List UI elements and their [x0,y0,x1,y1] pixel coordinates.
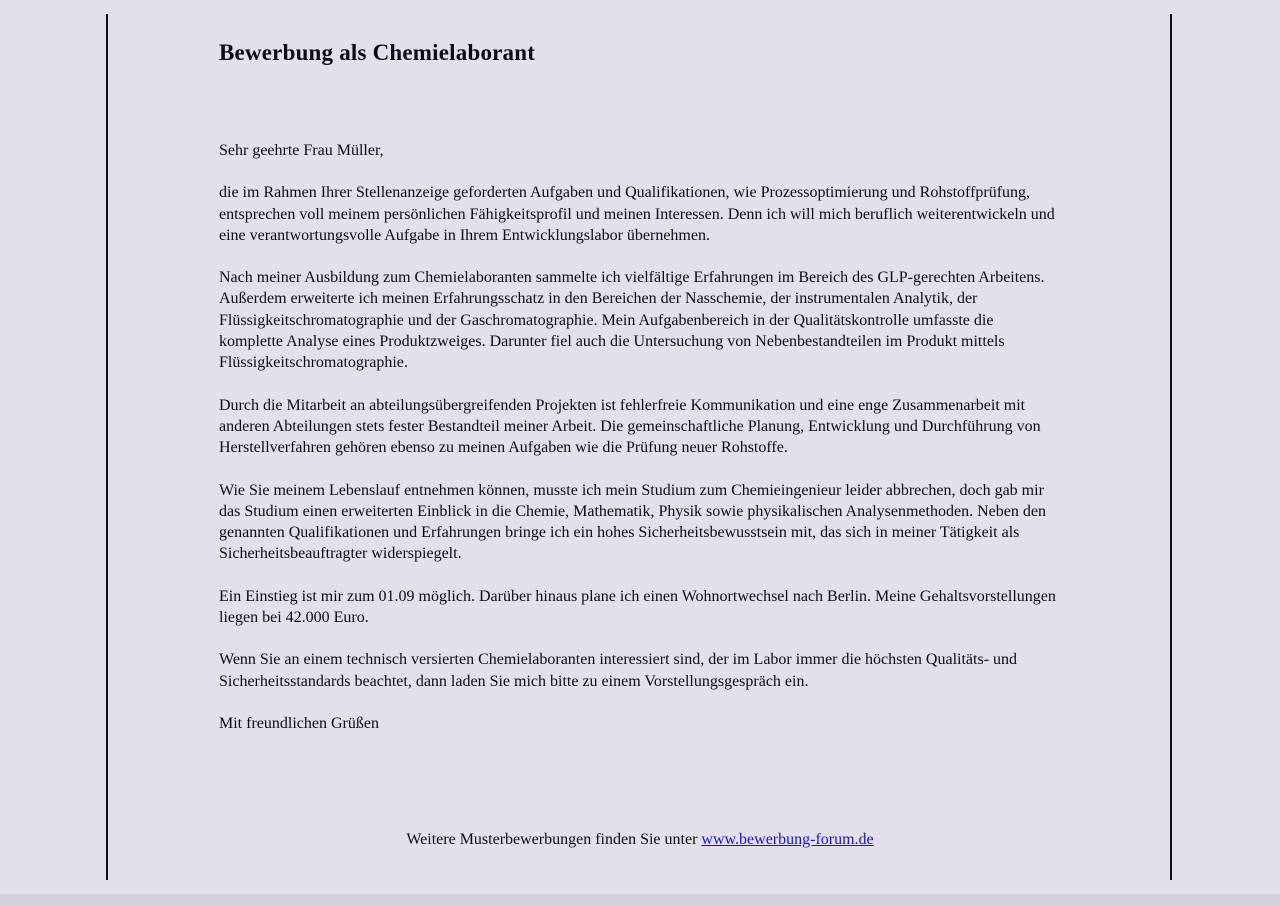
letter-content [219,40,1060,755]
letter-title: Bewerbung als Chemielaborant [219,40,536,65]
footer-text: Weitere Musterbewerbungen finden Sie unter [406,831,702,848]
paragraph-intro: die im Rahmen Ihrer Stellenanzeige geforderten Aufgaben und Qualifikationen, wie Prozessoptimierung und Rohstoffprüfung, entsprechen voll meinem persönlichen Fähigkeitsprofil und meinen Interessen. Denn ich will mich beruflich weiterentwickeln und eine verantwortungsvolle Aufgabe in Ihrem Entwicklungslabor übernehmen. [219,184,1055,244]
paragraph-experience: Nach meiner Ausbildung zum Chemielaboranten sammelte ich vielfältige Erfahrungen im Bereich des GLP-gerechten Arbeitens. Außerdem erweiterte ich meinen Erfahrungsschatz in den Bereichen der Nasschemie, der instrumentalen Analytik, der Flüssigkeitschromatographie und der Gaschromatographie. Mein Aufgabenbereich in der Qualitätskontrolle umfasste die komplette Analyse eines Produktzweiges. Darunter fiel auch die Untersuchung von Nebenbestandteilen im Produkt mittels Flüssigkeitschromatographie. [219,269,1045,372]
closing: Mit freundlichen Grüßen [219,714,379,732]
footer-note [0,831,1280,849]
footer-link[interactable]: www.bewerbung-forum.de [701,831,874,848]
left-border-line [106,14,108,880]
paragraph-start-date: Ein Einstieg ist mir zum 01.09 möglich. Darüber hinaus plane ich einen Wohnortwechsel nach Berlin. Meine Gehaltsvorstellungen liegen bei 42.000 Euro. [219,587,1056,627]
salutation: Sehr geehrte Frau Müller, [219,142,384,159]
paragraph-studies: Wie Sie meinem Lebenslauf entnehmen können, musste ich mein Studium zum Chemieingenieur leider abbrechen, doch gab mir das Studium einen erweiterten Einblick in die Chemie, Mathematik, Physik sowie physikalischen Analysenmethoden. Neben den genannten Qualifikationen und Erfahrungen bringe ich ein hohes Sicherheitsbewusstsein mit, das sich in meiner Tätigkeit als Sicherheitsbeauftragter widerspiegelt. [219,481,1046,563]
paragraph-invitation: Wenn Sie an einem technisch versierten Chemielaboranten interessiert sind, der im Labor immer die höchsten Qualitäts- und Sicherheitsstandards beachtet, dann laden Sie mich bitte zu einem Vorstellungsgespräch ein. [219,651,1018,690]
paragraph-teamwork: Durch die Mitarbeit an abteilungsübergreifenden Projekten ist fehlerfreie Kommunikation und eine enge Zusammenarbeit mit anderen Abteilungen stets fester Bestandteil meiner Arbeit. Die gemeinschaftliche Planung, Entwicklung und Durchführung von Herstellverfahren gehören ebenso zu meinen Aufgaben wie die Prüfung neuer Rohstoffe. [219,396,1041,457]
bottom-strip [0,894,1280,905]
right-border-line [1170,14,1172,880]
